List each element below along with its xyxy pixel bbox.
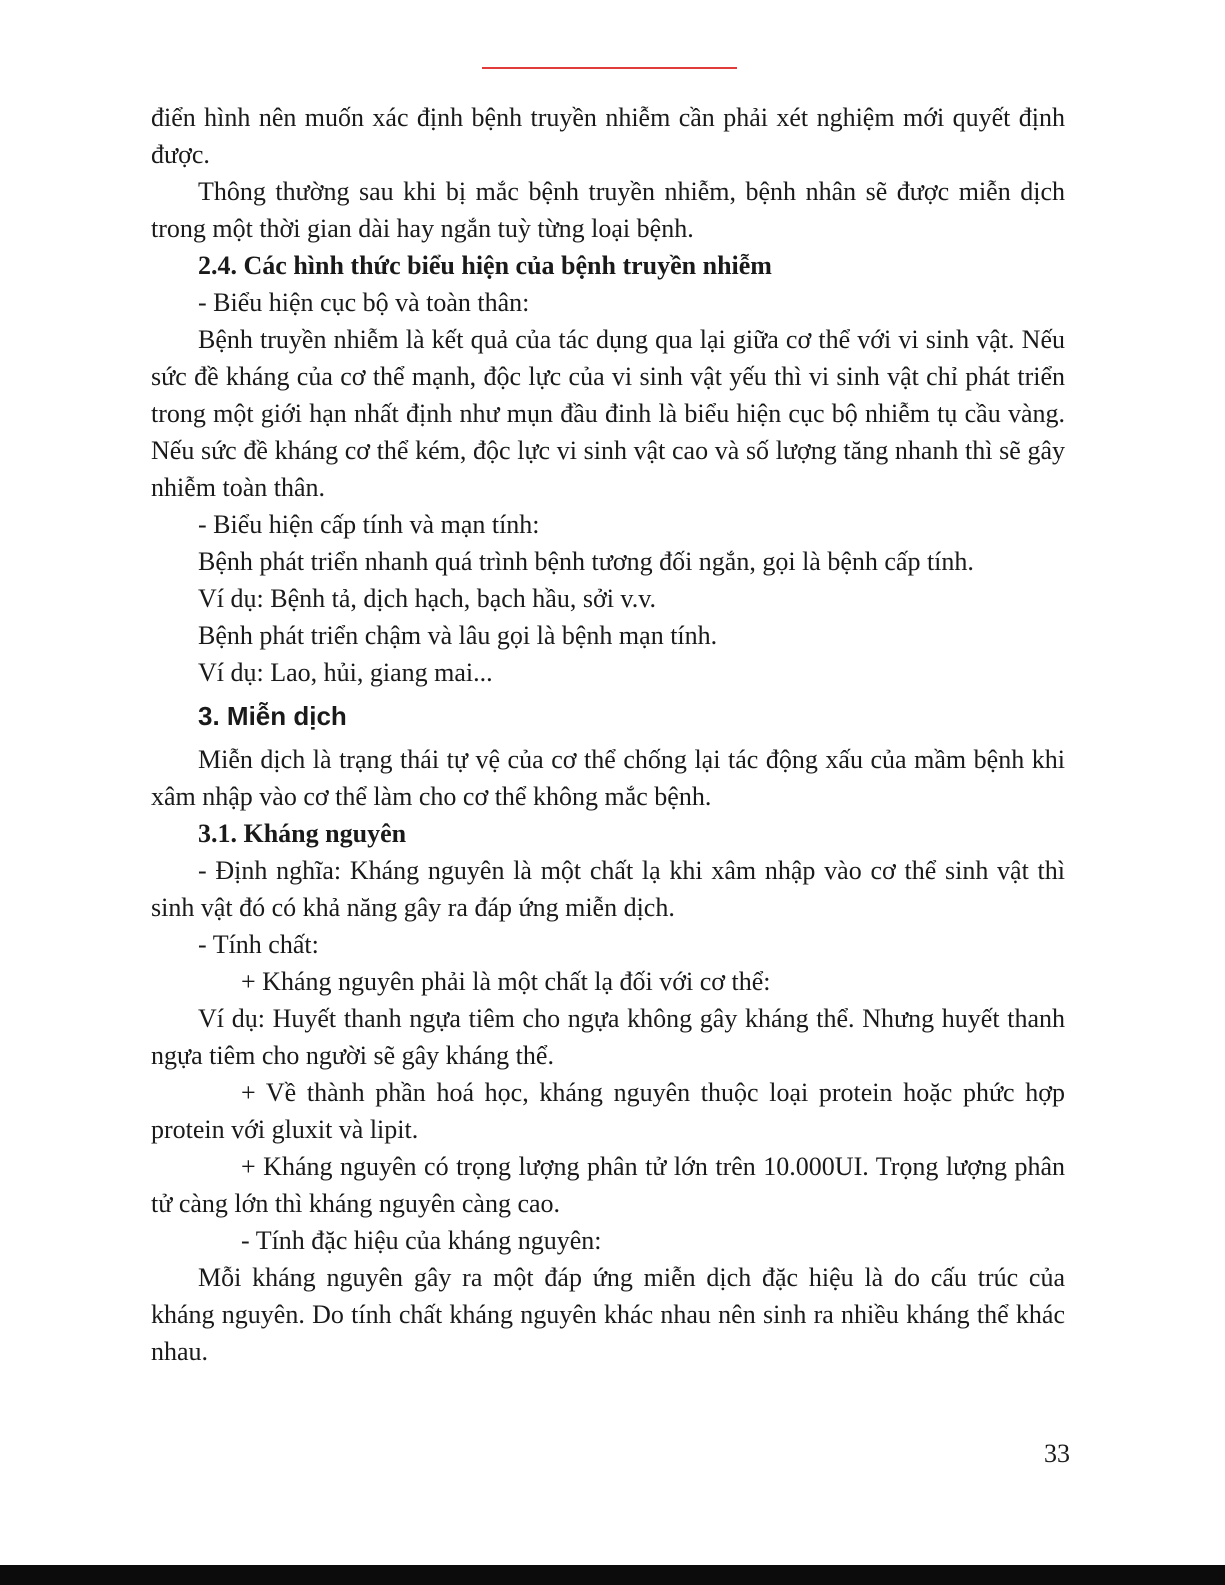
property-foreign-substance: + Kháng nguyên phải là một chất lạ đối với cơ thể: bbox=[241, 967, 771, 996]
paragraph-immunity-after-illness: Thông thường sau khi bị mắc bệnh truyền nhiễm, bệnh nhân sẽ được miễn dịch trong một thời gian dài hay ngắn tuỳ từng loại bệnh. bbox=[151, 177, 1065, 243]
example-acute: Ví dụ: Bệnh tả, dịch hạch, bạch hầu, sởi v.v. bbox=[198, 584, 657, 613]
section-heading-3-1: 3.1. Kháng nguyên bbox=[198, 819, 407, 848]
example-horse-serum: Ví dụ: Huyết thanh ngựa tiêm cho ngựa không gây kháng thể. Nhưng huyết thanh ngựa tiêm cho người sẽ gây kháng thể. bbox=[151, 1004, 1065, 1070]
subheading-local-systemic: - Biểu hiện cục bộ và toàn thân: bbox=[198, 288, 530, 317]
property-molecular-weight: + Kháng nguyên có trọng lượng phân tử lớn trên 10.000UI. Trọng lượng phân tử càng lớn thì kháng nguyên càng cao. bbox=[151, 1152, 1065, 1218]
paragraph-local-systemic: Bệnh truyền nhiễm là kết quả của tác dụng qua lại giữa cơ thể với vi sinh vật. Nếu sức đề kháng của cơ thể mạnh, độc lực của vi sinh vật yếu thì vi sinh vật chỉ phát triển trong một giới hạn nhất định như mụn đầu đinh là biểu hiện cục bộ nhiễm tụ cầu vàng. Nếu sức đề kháng cơ thể kém, độc lực vi sinh vật cao và số lượng tăng nhanh thì sẽ gây nhiễm toàn thân. bbox=[151, 325, 1065, 502]
property-chemical-composition: + Về thành phần hoá học, kháng nguyên thuộc loại protein hoặc phức hợp protein với gluxit và lipit. bbox=[151, 1078, 1065, 1144]
page-body bbox=[151, 99, 1065, 1370]
paragraph-immunity-definition: Miễn dịch là trạng thái tự vệ của cơ thể chống lại tác động xấu của mầm bệnh khi xâm nhập vào cơ thể làm cho cơ thể không mắc bệnh. bbox=[151, 745, 1065, 811]
page-number: 33 bbox=[1044, 1439, 1070, 1468]
subheading-properties: - Tính chất: bbox=[198, 930, 319, 959]
paragraph-specificity: Mỗi kháng nguyên gây ra một đáp ứng miễn dịch đặc hiệu là do cấu trúc của kháng nguyên. Do tính chất kháng nguyên khác nhau nên sinh ra nhiều kháng thể khác nhau. bbox=[151, 1263, 1065, 1366]
paragraph-continuation: điển hình nên muốn xác định bệnh truyền nhiễm cần phải xét nghiệm mới quyết định được. bbox=[151, 103, 1065, 169]
header-rule bbox=[482, 67, 737, 69]
bottom-edge-bar bbox=[0, 1565, 1225, 1585]
paragraph-chronic: Bệnh phát triển chậm và lâu gọi là bệnh mạn tính. bbox=[198, 621, 718, 650]
paragraph-acute: Bệnh phát triển nhanh quá trình bệnh tương đối ngắn, gọi là bệnh cấp tính. bbox=[198, 547, 974, 576]
example-chronic: Ví dụ: Lao, hủi, giang mai... bbox=[198, 658, 493, 687]
section-heading-2-4: 2.4. Các hình thức biểu hiện của bệnh truyền nhiễm bbox=[198, 251, 772, 280]
subheading-acute-chronic: - Biểu hiện cấp tính và mạn tính: bbox=[198, 510, 540, 539]
subheading-specificity: - Tính đặc hiệu của kháng nguyên: bbox=[241, 1226, 602, 1255]
paragraph-antigen-definition: - Định nghĩa: Kháng nguyên là một chất lạ khi xâm nhập vào cơ thể sinh vật thì sinh vật đó có khả năng gây ra đáp ứng miễn dịch. bbox=[151, 856, 1065, 922]
section-heading-3: 3. Miễn dịch bbox=[198, 701, 347, 731]
